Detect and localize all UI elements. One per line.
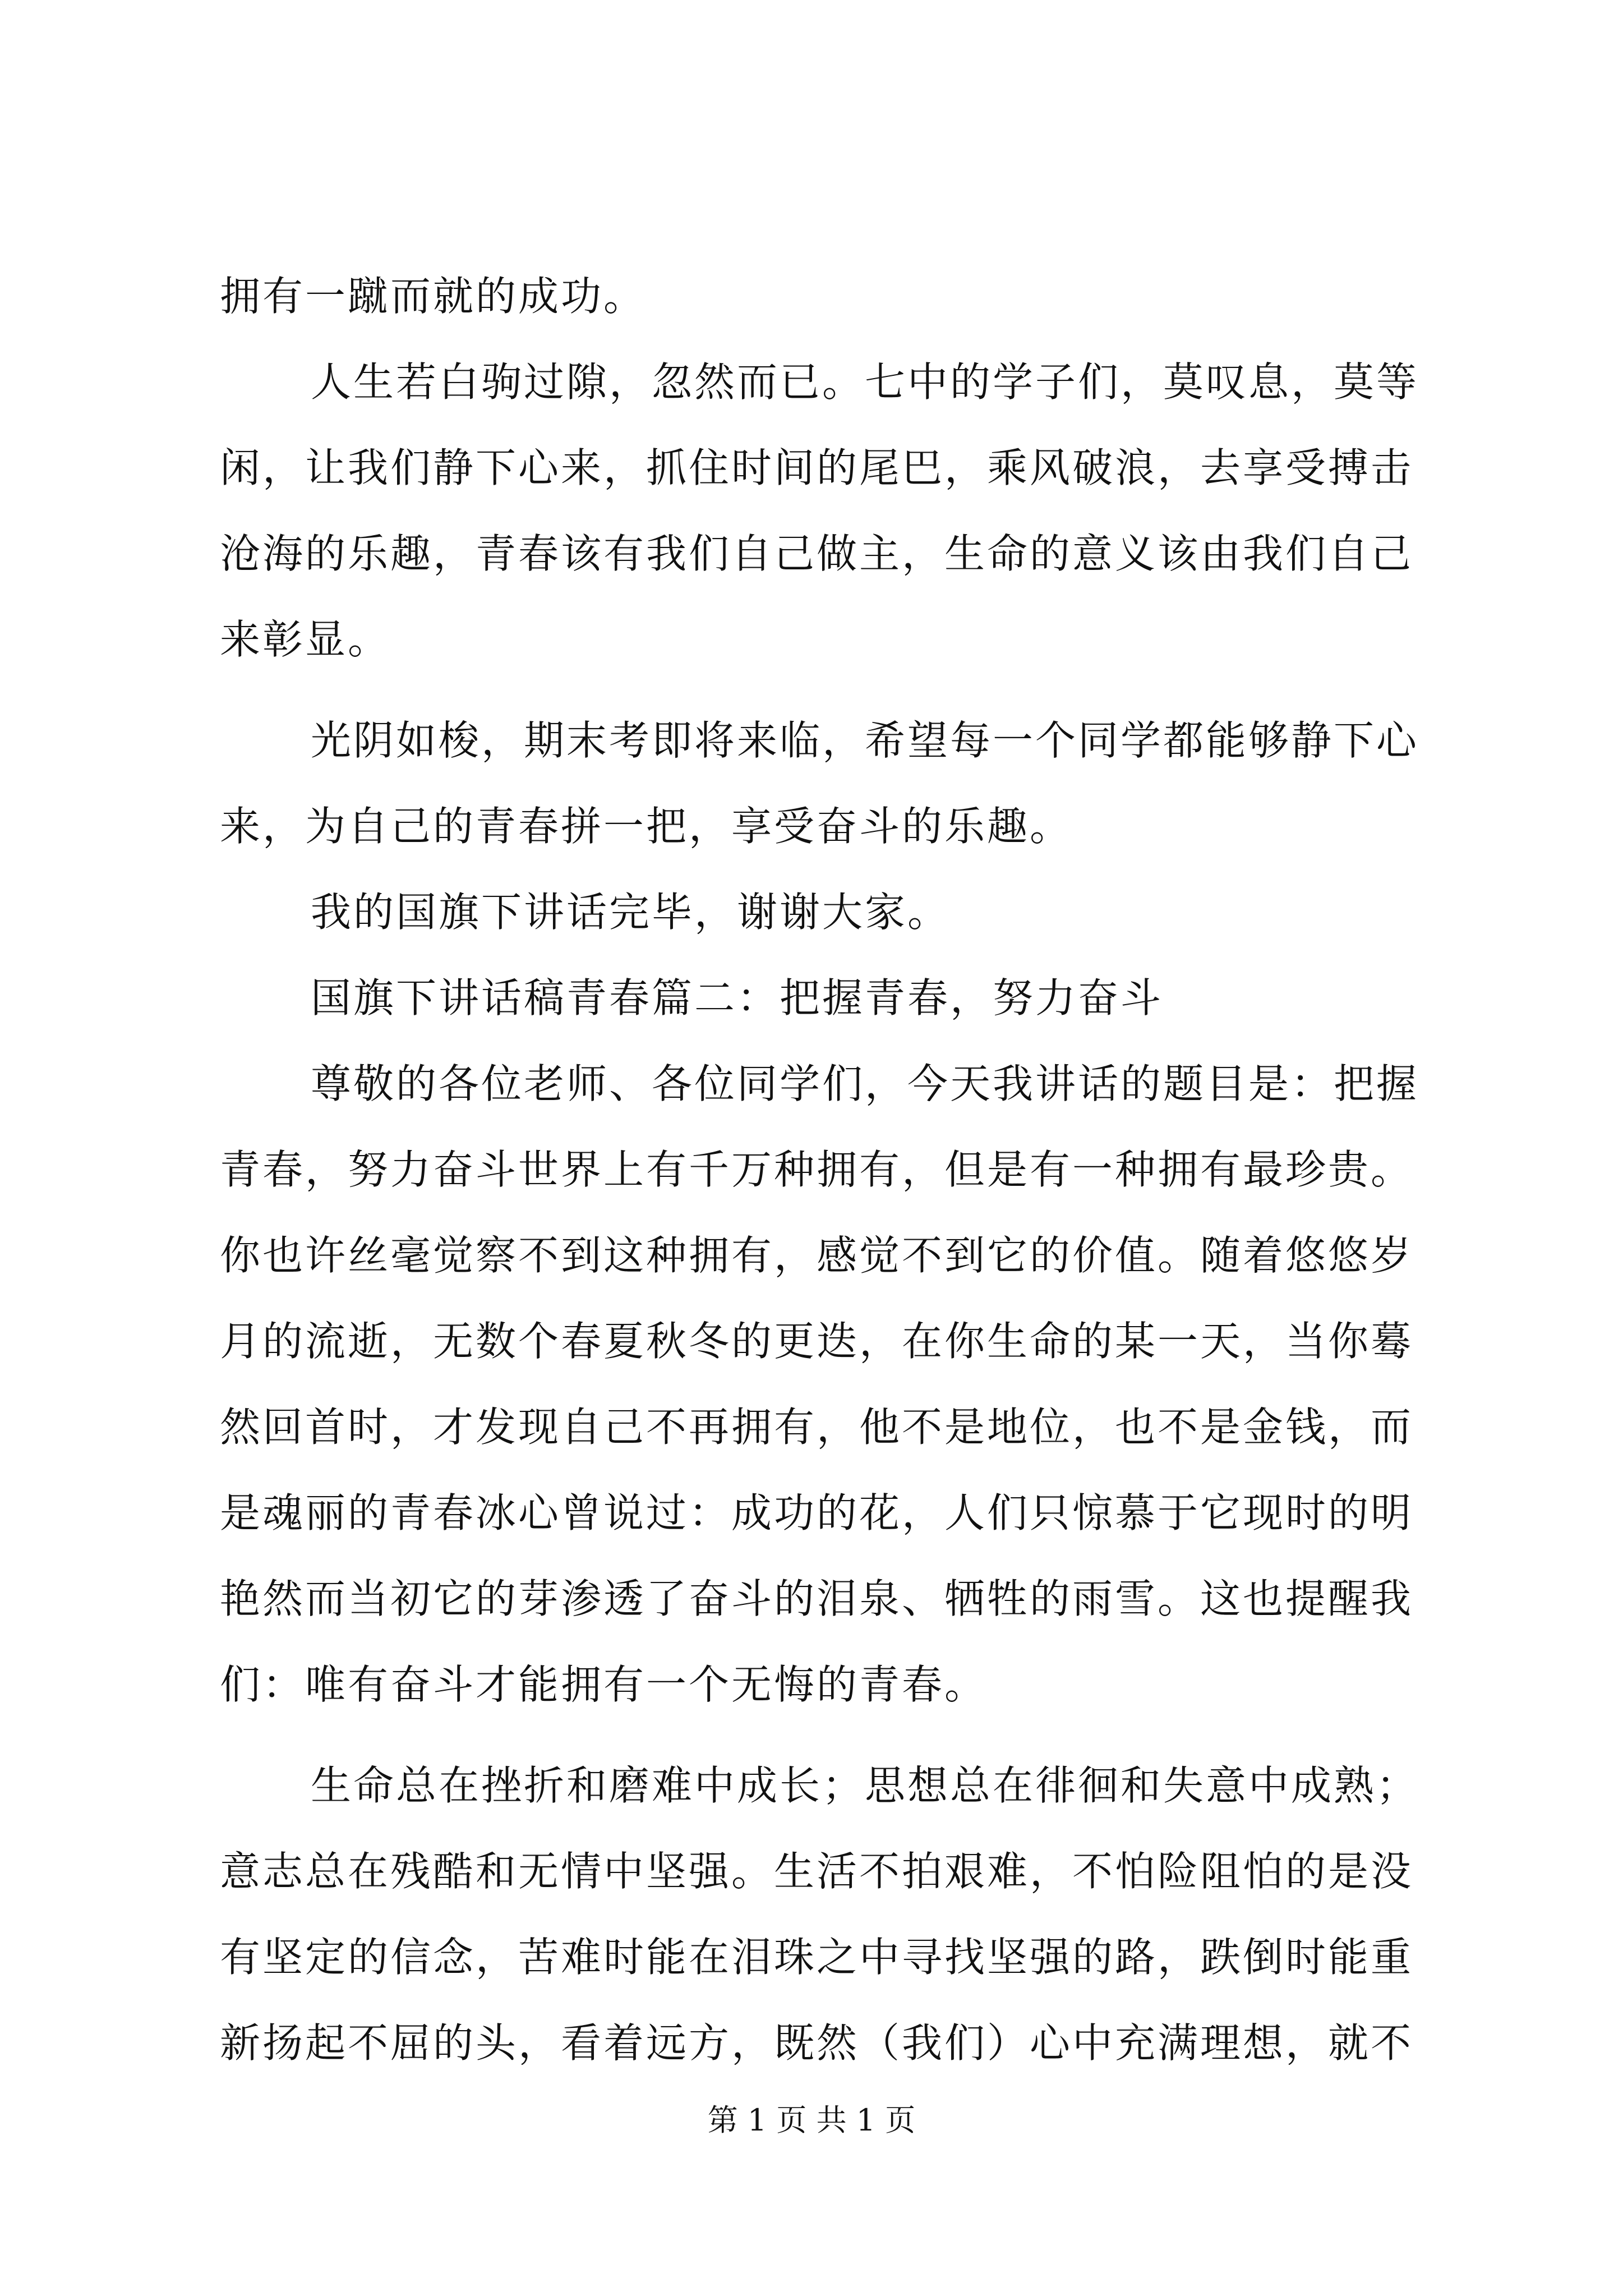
paragraph-line: 们：唯有奋斗才能拥有一个无悔的青春。	[220, 1661, 988, 1708]
paragraph-line: 新扬起不屈的头，看着远方，既然（我们）心中充满理想，就不	[220, 2019, 1414, 2067]
paragraph-line: 有坚定的信念，苦难时能在泪珠之中寻找坚强的路，跌倒时能重	[220, 1934, 1414, 1981]
paragraph-line: 闲，让我们静下心来，抓住时间的尾巴，乘风破浪，去享受搏击	[220, 444, 1414, 491]
paragraph-line: 然回首时，才发现自己不再拥有，他不是地位，也不是金钱，而	[220, 1404, 1414, 1451]
paragraph-first-line: 尊敬的各位老师、各位同学们，今天我讲话的题目是：把握	[311, 1060, 1419, 1107]
text-line-continuation: 拥有一蹴而就的成功。	[220, 273, 647, 320]
paragraph-line: 青春，努力奋斗世界上有千万种拥有，但是有一种拥有最珍贵。	[220, 1146, 1414, 1193]
paragraph-line: 你也许丝毫觉察不到这种拥有，感觉不到它的价值。随着悠悠岁	[220, 1232, 1414, 1279]
paragraph-line: 意志总在残酷和无情中坚强。生活不拍艰难，不怕险阻怕的是没	[220, 1848, 1414, 1895]
paragraph-line: 月的流逝，无数个春夏秋冬的更迭，在你生命的某一天，当你蓦	[220, 1318, 1414, 1365]
paragraph-first-line: 人生若白驹过隙，忽然而已。七中的学子们，莫叹息，莫等	[311, 358, 1419, 406]
paragraph-line: 艳然而当初它的芽渗透了奋斗的泪泉、牺牲的雨雪。这也提醒我	[220, 1575, 1414, 1622]
paragraph-line: 来，为自己的青春拼一把，享受奋斗的乐趣。	[220, 803, 1073, 850]
section-heading: 国旗下讲话稿青春篇二：把握青春，努力奋斗	[311, 974, 1164, 1022]
paragraph-first-line: 生命总在挫折和磨难中成长；思想总在徘徊和失意中成熟；	[311, 1762, 1419, 1809]
paragraph-line: 沧海的乐趣，青春该有我们自己做主，生命的意义该由我们自己	[220, 530, 1414, 577]
page-footer: 第 1 页 共 1 页	[707, 2102, 916, 2138]
paragraph-line: 是魂丽的青春冰心曾说过：成功的花，人们只惊慕于它现时的明	[220, 1489, 1414, 1536]
paragraph-line: 来彰显。	[220, 616, 391, 663]
paragraph-first-line: 我的国旗下讲话完毕，谢谢大家。	[311, 889, 951, 936]
paragraph-first-line: 光阴如梭，期末考即将来临，希望每一个同学都能够静下心	[311, 717, 1419, 764]
